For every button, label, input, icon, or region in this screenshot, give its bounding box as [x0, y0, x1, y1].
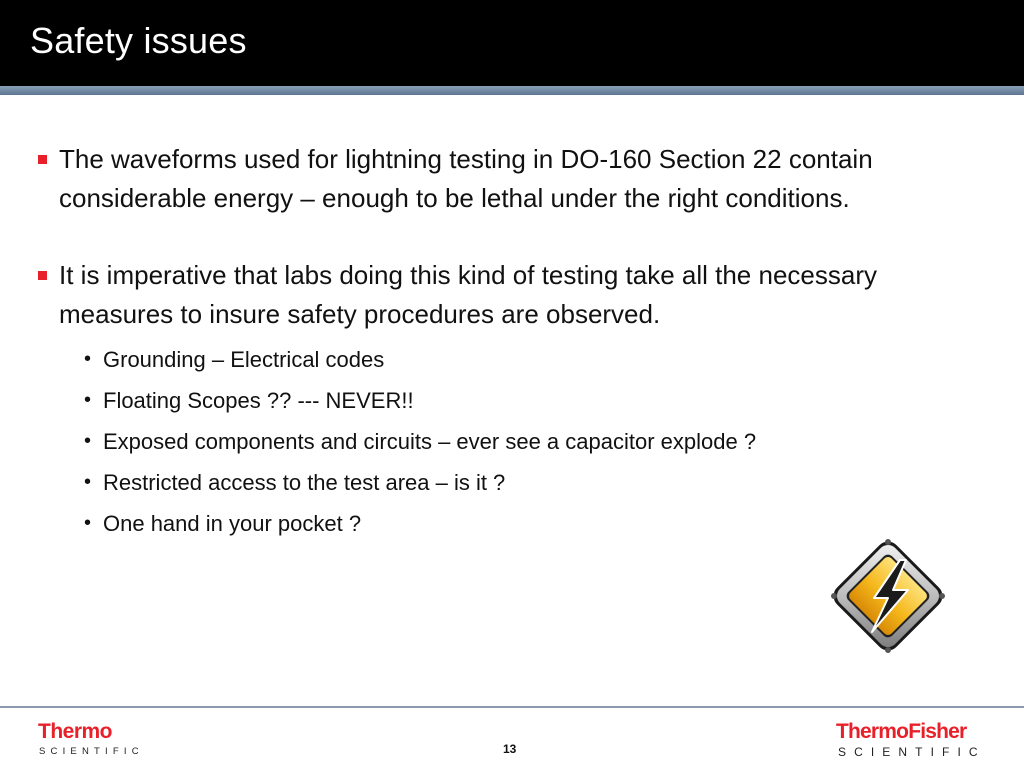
logo-wordmark: Thermo	[38, 720, 113, 743]
sub-bullet-text: One hand in your pocket ?	[103, 511, 362, 536]
sub-bullet-item	[38, 421, 958, 462]
logo-wordmark: ThermoFisher	[836, 720, 967, 743]
bullet-text: The waveforms used for lightning testing in DO-160 Section 22 contain considerable energy – enough to be lethal under the right conditions.	[59, 144, 873, 213]
sub-bullet-text: Exposed components and circuits – ever see a capacitor explode ?	[103, 429, 757, 454]
bullet-item	[38, 256, 958, 334]
square-bullet-icon	[38, 271, 47, 280]
sub-bullet-text: Floating Scopes ?? --- NEVER!!	[103, 388, 414, 413]
square-bullet-icon	[38, 155, 47, 164]
title-bar	[0, 0, 1024, 86]
sub-bullet-item	[38, 462, 958, 503]
sub-bullet-text: Grounding – Electrical codes	[103, 347, 385, 372]
sub-bullet-item	[38, 380, 958, 421]
high-voltage-warning-icon	[812, 520, 964, 672]
dot-bullet-icon: •	[84, 348, 92, 370]
slide-content	[38, 140, 958, 544]
sub-bullet-list	[38, 339, 958, 544]
bullet-text: It is imperative that labs doing this kind of testing take all the necessary measures to insure safety procedures are observed.	[59, 260, 877, 329]
dot-bullet-icon: •	[84, 430, 92, 452]
thermofisher-scientific-logo	[836, 720, 986, 759]
title-divider	[0, 86, 1024, 95]
logo-subtitle: SCIENTIFIC	[838, 745, 986, 759]
dot-bullet-icon: •	[84, 471, 92, 493]
slide-title: Safety issues	[30, 20, 247, 61]
logo-subtitle: SCIENTIFIC	[39, 746, 144, 757]
sub-bullet-text: Restricted access to the test area – is it ?	[103, 470, 506, 495]
page-number: 13	[503, 742, 517, 756]
footer-divider	[0, 706, 1024, 708]
sub-bullet-item	[38, 339, 958, 380]
thermo-scientific-logo	[38, 720, 144, 757]
dot-bullet-icon: •	[84, 389, 92, 411]
dot-bullet-icon: •	[84, 512, 92, 534]
bullet-item	[38, 140, 958, 218]
